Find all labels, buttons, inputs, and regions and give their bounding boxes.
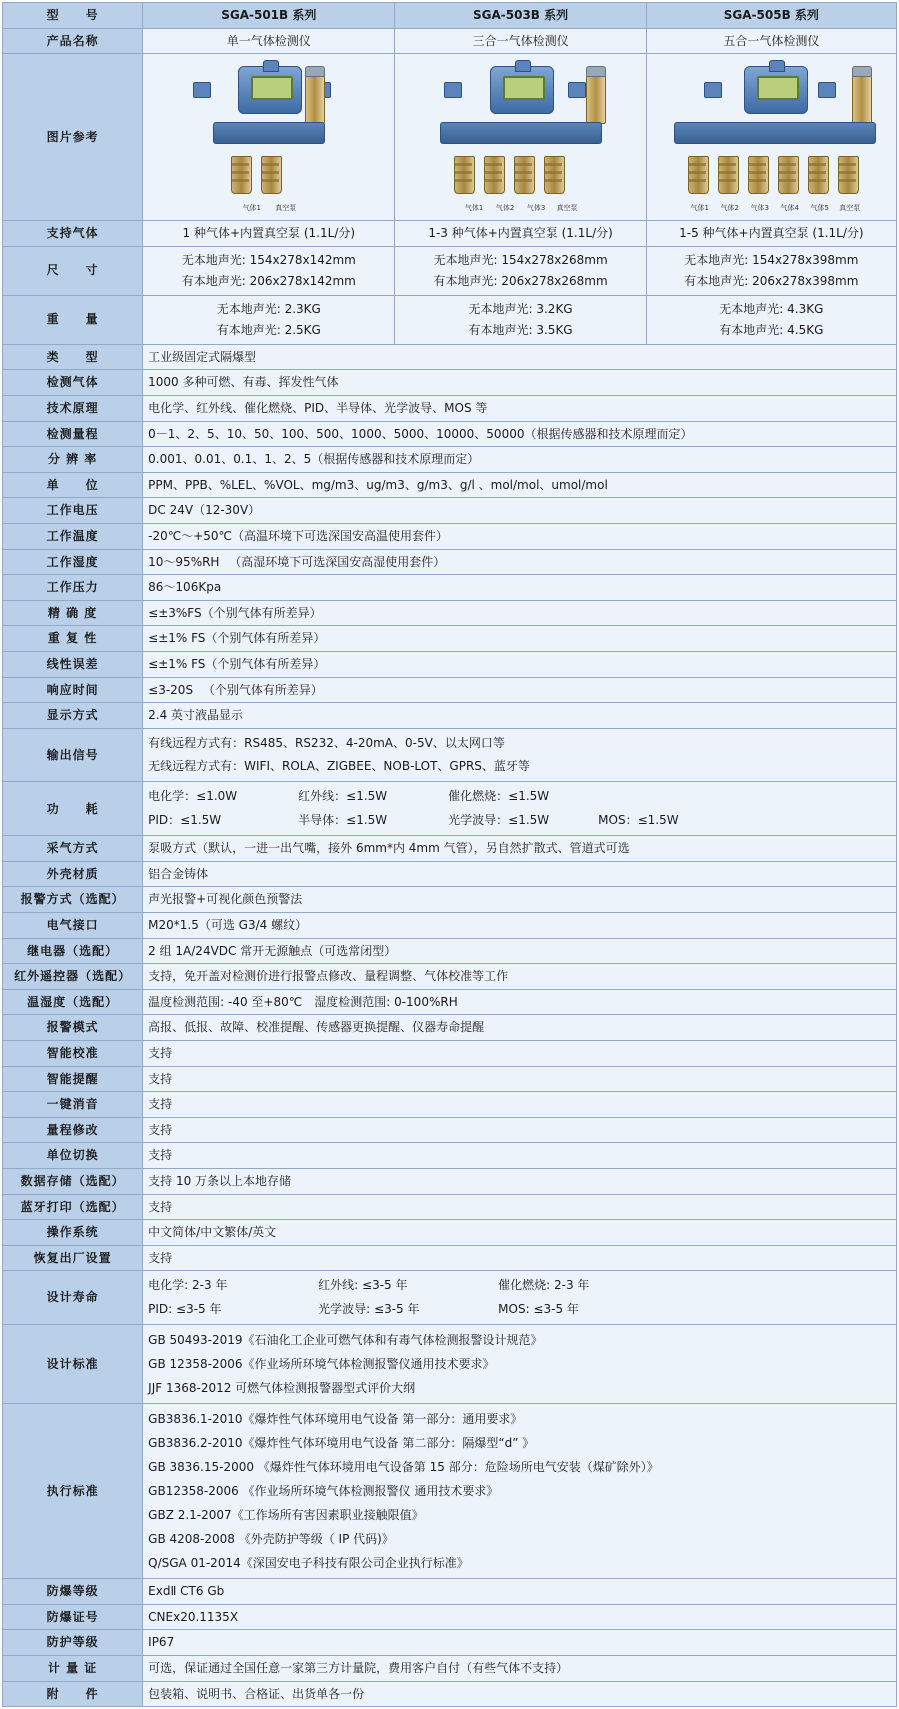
detector-left-ear [444, 82, 462, 98]
unit-value: PPM、PPB、%LEL、%VOL、mg/m3、ug/m3、g/m3、g/l 、mol/mol、umol/mol [143, 472, 897, 498]
life-electrochemical: 电化学: 2-3 年 [148, 1278, 228, 1293]
row-label-power: 功 耗 [3, 782, 143, 836]
table-row [3, 1604, 897, 1630]
factory-reset-value: 支持 [143, 1245, 897, 1271]
table-row [3, 447, 897, 473]
table-row [3, 836, 897, 862]
row-label-smart-calibration: 智能校准 [3, 1041, 143, 1067]
voltage-value: DC 24V（12-30V） [143, 498, 897, 524]
table-row [3, 498, 897, 524]
device-image-2 [395, 54, 646, 221]
device-label: 气体5 [810, 204, 829, 213]
row-label-os: 操作系统 [3, 1220, 143, 1246]
life-catalytic: 催化燃烧: 2-3 年 [498, 1278, 590, 1293]
row-label-temp-humidity-option: 温湿度（选配） [3, 989, 143, 1015]
table-row [3, 1655, 897, 1681]
table-row [3, 1579, 897, 1605]
row-label-output: 输出信号 [3, 728, 143, 782]
power-catalytic: 催化燃烧：≤1.5W [448, 789, 550, 804]
row-label-electrical-port: 电气接口 [3, 913, 143, 939]
specification-table [2, 2, 897, 1707]
row-label-range: 检测量程 [3, 421, 143, 447]
exec-standard-item: GBZ 2.1-2007《工作场所有害因素职业接触限值》 [148, 1508, 424, 1523]
gas-sensor-icon [778, 156, 799, 194]
smart-calibration-value: 支持 [143, 1041, 897, 1067]
output-value [143, 728, 897, 782]
design-life-row-2 [148, 1298, 891, 1321]
power-mos: MOS：≤1.5W [598, 812, 679, 827]
row-label-ip-grade: 防护等级 [3, 1630, 143, 1656]
table-row [3, 728, 897, 782]
row-label-data-storage-option: 数据存储（选配） [3, 1168, 143, 1194]
range-modify-value: 支持 [143, 1117, 897, 1143]
row-label-ir-remote-option: 红外遥控器（选配） [3, 964, 143, 990]
alarm-modes-value: 高报、低报、故障、校准提醒、传感器更换提醒、仪器寿命提醒 [143, 1015, 897, 1041]
device-label: 气体4 [780, 204, 799, 213]
table-row [3, 575, 897, 601]
row-label-support-gas: 支持气体 [3, 221, 143, 247]
product-name-col-3: 五合一气体检测仪 [646, 28, 896, 54]
table-row [3, 523, 897, 549]
detector-left-ear [193, 82, 211, 98]
detector-right-ear [568, 82, 586, 98]
gas-sensor-icon [231, 156, 252, 194]
row-label-one-key-mute: 一键消音 [3, 1092, 143, 1118]
response-time-value: ≤3-20S （个别气体有所差异） [143, 677, 897, 703]
table-row [3, 1681, 897, 1707]
weight-no-alarm-3: 无本地声光: 4.3KG [719, 301, 824, 316]
detector-head-icon [238, 66, 302, 114]
device-label: 气体1 [464, 204, 484, 213]
exec-standard-item: GB 4208-2008 《外壳防护等级（ IP 代码)》 [148, 1532, 394, 1547]
table-row [3, 861, 897, 887]
vacuum-pump-icon [586, 74, 606, 124]
weight-with-alarm-3: 有本地声光: 4.5KG [719, 322, 824, 337]
row-label-accuracy: 精 确 度 [3, 600, 143, 626]
row-label-accessories: 附 件 [3, 1681, 143, 1707]
device-label: 真空泵 [839, 204, 861, 213]
row-label-unit-switch: 单位切换 [3, 1143, 143, 1169]
table-row [3, 938, 897, 964]
support-gas-col-3: 1-5 种气体+内置真空泵 (1.1L/分) [646, 221, 896, 247]
table-row [3, 1325, 897, 1404]
table-row [3, 1245, 897, 1271]
size-with-alarm-3: 有本地声光: 206x278x398mm [684, 273, 859, 288]
device-image-3 [646, 54, 896, 221]
device-label: 真空泵 [275, 204, 297, 213]
table-row [3, 1117, 897, 1143]
accuracy-value: ≤±3%FS（个别气体有所差异） [143, 600, 897, 626]
table-row-image-reference [3, 54, 897, 221]
ir-remote-option-value: 支持，免开盖对检测价进行报警点修改、量程调整、气体校准等工作 [143, 964, 897, 990]
row-label-repeatability: 重 复 性 [3, 626, 143, 652]
row-label-alarm-mode-option: 报警方式（选配） [3, 887, 143, 913]
resolution-value: 0.001、0.01、0.1、1、2、5（根据传感器和技术原理而定） [143, 447, 897, 473]
row-label-exec-standard: 执行标准 [3, 1404, 143, 1579]
exec-standard-item: GB3836.2-2010《爆炸性气体环境用电气设备 第二部分：隔爆型“d” 》 [148, 1436, 535, 1451]
power-value [143, 782, 897, 836]
weight-no-alarm-1: 无本地声光: 2.3KG [216, 301, 321, 316]
model-col-1: SGA-501B 系列 [143, 3, 395, 29]
design-standard-item: GB 12358-2006《作业场所环境气体检测报警仪通用技术要求》 [148, 1357, 495, 1372]
row-label-principle: 技术原理 [3, 395, 143, 421]
table-row [3, 887, 897, 913]
work-pressure-value: 86～106Kpa [143, 575, 897, 601]
os-value: 中文简体/中文繁体/英文 [143, 1220, 897, 1246]
row-label-resolution: 分 辨 率 [3, 447, 143, 473]
device-labels-1 [169, 203, 369, 214]
row-label-work-pressure: 工作压力 [3, 575, 143, 601]
row-label-bluetooth-print-option: 蓝牙打印（选配） [3, 1194, 143, 1220]
table-row [3, 549, 897, 575]
gas-sensor-icon [748, 156, 769, 194]
table-row [3, 295, 897, 344]
table-row [3, 1220, 897, 1246]
device-label: 气体2 [495, 204, 515, 213]
smart-reminder-value: 支持 [143, 1066, 897, 1092]
gas-sensor-icon [514, 156, 535, 194]
output-wireless: 无线远程方式有：WIFI、ROLA、ZIGBEE、NOB-LOT、GPRS、蓝牙等 [148, 759, 530, 774]
temp-humidity-option-value: 温度检测范围: -40 至+80℃ 湿度检测范围: 0-100%RH [143, 989, 897, 1015]
life-optical-waveguide: 光学波导: ≤3-5 年 [318, 1301, 420, 1316]
row-label-product-name: 产品名称 [3, 28, 143, 54]
size-col-2 [395, 246, 646, 295]
repeatability-value: ≤±1% FS（个别气体有所差异） [143, 626, 897, 652]
row-label-ex-cert: 防爆证号 [3, 1604, 143, 1630]
design-life-row-1 [148, 1274, 891, 1297]
design-life-value [143, 1271, 897, 1325]
table-row [3, 1630, 897, 1656]
device-labels-3 [652, 203, 898, 214]
design-standard-item: JJF 1368-2012 可燃气体检测报警器型式评价大纲 [148, 1381, 416, 1396]
device-label: 真空泵 [556, 204, 578, 213]
output-wired: 有线远程方式有：RS485、RS232、4-20mA、0-5V、以太网口等 [148, 735, 505, 750]
device-labels-2 [406, 203, 636, 214]
size-no-alarm-1: 无本地声光: 154x278x142mm [181, 252, 356, 267]
device-image-1 [143, 54, 395, 221]
table-row [3, 395, 897, 421]
bluetooth-print-option-value: 支持 [143, 1194, 897, 1220]
power-row-2 [148, 809, 891, 832]
life-infrared: 红外线: ≤3-5 年 [318, 1278, 408, 1293]
weight-with-alarm-1: 有本地声光: 2.5KG [216, 322, 321, 337]
weight-with-alarm-2: 有本地声光: 3.5KG [468, 322, 573, 337]
table-row [3, 626, 897, 652]
row-label-display: 显示方式 [3, 703, 143, 729]
display-value: 2.4 英寸液晶显示 [143, 703, 897, 729]
work-humidity-value: 10～95%RH （高湿环境下可选深国安高湿使用套件） [143, 549, 897, 575]
gas-sensor-icon [688, 156, 709, 194]
row-label-unit: 单 位 [3, 472, 143, 498]
gas-sensor-icon [718, 156, 739, 194]
exec-standard-item: Q/SGA 01-2014《深国安电子科技有限公司企业执行标准》 [148, 1556, 469, 1571]
principle-value: 电化学、红外线、催化燃烧、PID、半导体、光学波导、MOS 等 [143, 395, 897, 421]
table-row [3, 344, 897, 370]
product-name-col-2: 三合一气体检测仪 [395, 28, 646, 54]
row-label-alarm-modes: 报警模式 [3, 1015, 143, 1041]
device-label: 气体1 [242, 204, 262, 213]
row-label-model: 型 号 [3, 3, 143, 29]
gas-sensor-icon [808, 156, 829, 194]
power-row-1 [148, 785, 891, 808]
table-row [3, 913, 897, 939]
row-label-sampling: 采气方式 [3, 836, 143, 862]
power-electrochemical: 电化学：≤1.0W [148, 789, 238, 804]
table-row [3, 1066, 897, 1092]
ip-grade-value: IP67 [143, 1630, 897, 1656]
table-row [3, 651, 897, 677]
gas-sensor-icon [261, 156, 282, 194]
gas-sensor-icon [838, 156, 859, 194]
row-label-voltage: 工作电压 [3, 498, 143, 524]
model-col-2: SGA-503B 系列 [395, 3, 646, 29]
weight-col-2 [395, 295, 646, 344]
exec-standard-item: GB12358-2006 《作业场所环境气体检测报警仪 通用技术要求》 [148, 1484, 499, 1499]
weight-no-alarm-2: 无本地声光: 3.2KG [468, 301, 573, 316]
table-row [3, 421, 897, 447]
row-label-relay-option: 继电器（选配） [3, 938, 143, 964]
size-with-alarm-2: 有本地声光: 206x278x268mm [433, 273, 608, 288]
vacuum-pump-icon [852, 74, 872, 124]
gas-sensor-icon [544, 156, 565, 194]
model-col-3: SGA-505B 系列 [646, 3, 896, 29]
size-no-alarm-3: 无本地声光: 154x278x398mm [684, 252, 859, 267]
table-row [3, 1168, 897, 1194]
detector-left-ear [704, 82, 722, 98]
accessories-value: 包装箱、说明书、合格证、出货单各一份 [143, 1681, 897, 1707]
table-row [3, 3, 897, 29]
detect-gas-value: 1000 多种可燃、有毒、挥发性气体 [143, 370, 897, 396]
range-value: 0－1、2、5、10、50、100、500、1000、5000、10000、50000（根据传感器和技术原理而定） [143, 421, 897, 447]
table-row [3, 600, 897, 626]
design-standard-value [143, 1325, 897, 1404]
metrology-cert-value: 可选，保证通过全国任意一家第三方计量院，费用客户自付（有些气体不支持） [143, 1655, 897, 1681]
shell-value: 铝合金铸体 [143, 861, 897, 887]
sampling-value: 泵吸方式（默认，一进一出气嘴，接外 6mm*内 4mm 气管），另自然扩散式、管道式可选 [143, 836, 897, 862]
table-row [3, 1092, 897, 1118]
row-label-factory-reset: 恢复出厂设置 [3, 1245, 143, 1271]
size-col-1 [143, 246, 395, 295]
detector-right-ear [818, 82, 836, 98]
row-label-metrology-cert: 计 量 证 [3, 1655, 143, 1681]
weight-col-1 [143, 295, 395, 344]
table-row [3, 677, 897, 703]
table-row [3, 370, 897, 396]
row-label-type: 类 型 [3, 344, 143, 370]
support-gas-col-1: 1 种气体+内置真空泵 (1.1L/分) [143, 221, 395, 247]
ex-grade-value: ExdⅡ CT6 Gb [143, 1579, 897, 1605]
exec-standard-item: GB 3836.15-2000 《爆炸性气体环境用电气设备第 15 部分：危险场所电气安装（煤矿除外）》 [148, 1460, 659, 1475]
size-no-alarm-2: 无本地声光: 154x278x268mm [433, 252, 608, 267]
life-pid: PID: ≤3-5 年 [148, 1301, 222, 1316]
table-row [3, 1404, 897, 1579]
row-label-response-time: 响应时间 [3, 677, 143, 703]
vacuum-pump-icon [305, 74, 325, 124]
power-infrared: 红外线：≤1.5W [298, 789, 388, 804]
row-label-weight: 重 量 [3, 295, 143, 344]
device-label: 气体2 [720, 204, 739, 213]
exec-standard-value [143, 1404, 897, 1579]
row-label-image-reference: 图片参考 [3, 54, 143, 221]
alarm-mode-option-value: 声光报警+可视化颜色预警法 [143, 887, 897, 913]
product-name-col-1: 单一气体检测仪 [143, 28, 395, 54]
table-row [3, 1041, 897, 1067]
design-standard-item: GB 50493-2019《石油化工企业可燃气体和有毒气体检测报警设计规范》 [148, 1333, 543, 1348]
exec-standard-item: GB3836.1-2010《爆炸性气体环境用电气设备 第一部分：通用要求》 [148, 1412, 523, 1427]
row-label-range-modify: 量程修改 [3, 1117, 143, 1143]
data-storage-option-value: 支持 10 万条以上本地存储 [143, 1168, 897, 1194]
relay-option-value: 2 组 1A/24VDC 常开无源触点（可选常闭型） [143, 938, 897, 964]
gas-sensor-icon [454, 156, 475, 194]
device-label: 气体3 [750, 204, 769, 213]
power-pid: PID：≤1.5W [148, 812, 222, 827]
electrical-port-value: M20*1.5（可选 G3/4 螺纹） [143, 913, 897, 939]
row-label-design-life: 设计寿命 [3, 1271, 143, 1325]
size-with-alarm-1: 有本地声光: 206x278x142mm [181, 273, 356, 288]
life-mos: MOS: ≤3-5 年 [498, 1301, 579, 1316]
row-label-work-temp: 工作温度 [3, 523, 143, 549]
table-row [3, 1194, 897, 1220]
table-row [3, 782, 897, 836]
size-col-3 [646, 246, 896, 295]
power-optical-waveguide: 光学波导：≤1.5W [448, 812, 550, 827]
row-label-smart-reminder: 智能提醒 [3, 1066, 143, 1092]
table-row [3, 221, 897, 247]
linear-error-value: ≤±1% FS（个别气体有所差异） [143, 651, 897, 677]
ex-cert-value: CNEx20.1135X [143, 1604, 897, 1630]
unit-switch-value: 支持 [143, 1143, 897, 1169]
table-row [3, 1015, 897, 1041]
table-row [3, 246, 897, 295]
row-label-linear-error: 线性误差 [3, 651, 143, 677]
table-row [3, 28, 897, 54]
power-semiconductor: 半导体：≤1.5W [298, 812, 388, 827]
power-blank [598, 785, 748, 808]
row-label-detect-gas: 检测气体 [3, 370, 143, 396]
work-temp-value: -20℃～+50℃（高温环境下可选深国安高温使用套件） [143, 523, 897, 549]
device-label: 气体1 [690, 204, 709, 213]
weight-col-3 [646, 295, 896, 344]
row-label-size: 尺 寸 [3, 246, 143, 295]
table-row [3, 703, 897, 729]
row-label-shell: 外壳材质 [3, 861, 143, 887]
table-row [3, 989, 897, 1015]
one-key-mute-value: 支持 [143, 1092, 897, 1118]
row-label-design-standard: 设计标准 [3, 1325, 143, 1404]
table-row [3, 472, 897, 498]
gas-sensor-icon [484, 156, 505, 194]
table-row [3, 1143, 897, 1169]
detector-head-icon [490, 66, 554, 114]
detector-head-icon [744, 66, 808, 114]
row-label-work-humidity: 工作湿度 [3, 549, 143, 575]
support-gas-col-2: 1-3 种气体+内置真空泵 (1.1L/分) [395, 221, 646, 247]
table-row [3, 964, 897, 990]
table-row [3, 1271, 897, 1325]
type-value: 工业级固定式隔爆型 [143, 344, 897, 370]
device-label: 气体3 [526, 204, 546, 213]
row-label-ex-grade: 防爆等级 [3, 1579, 143, 1605]
